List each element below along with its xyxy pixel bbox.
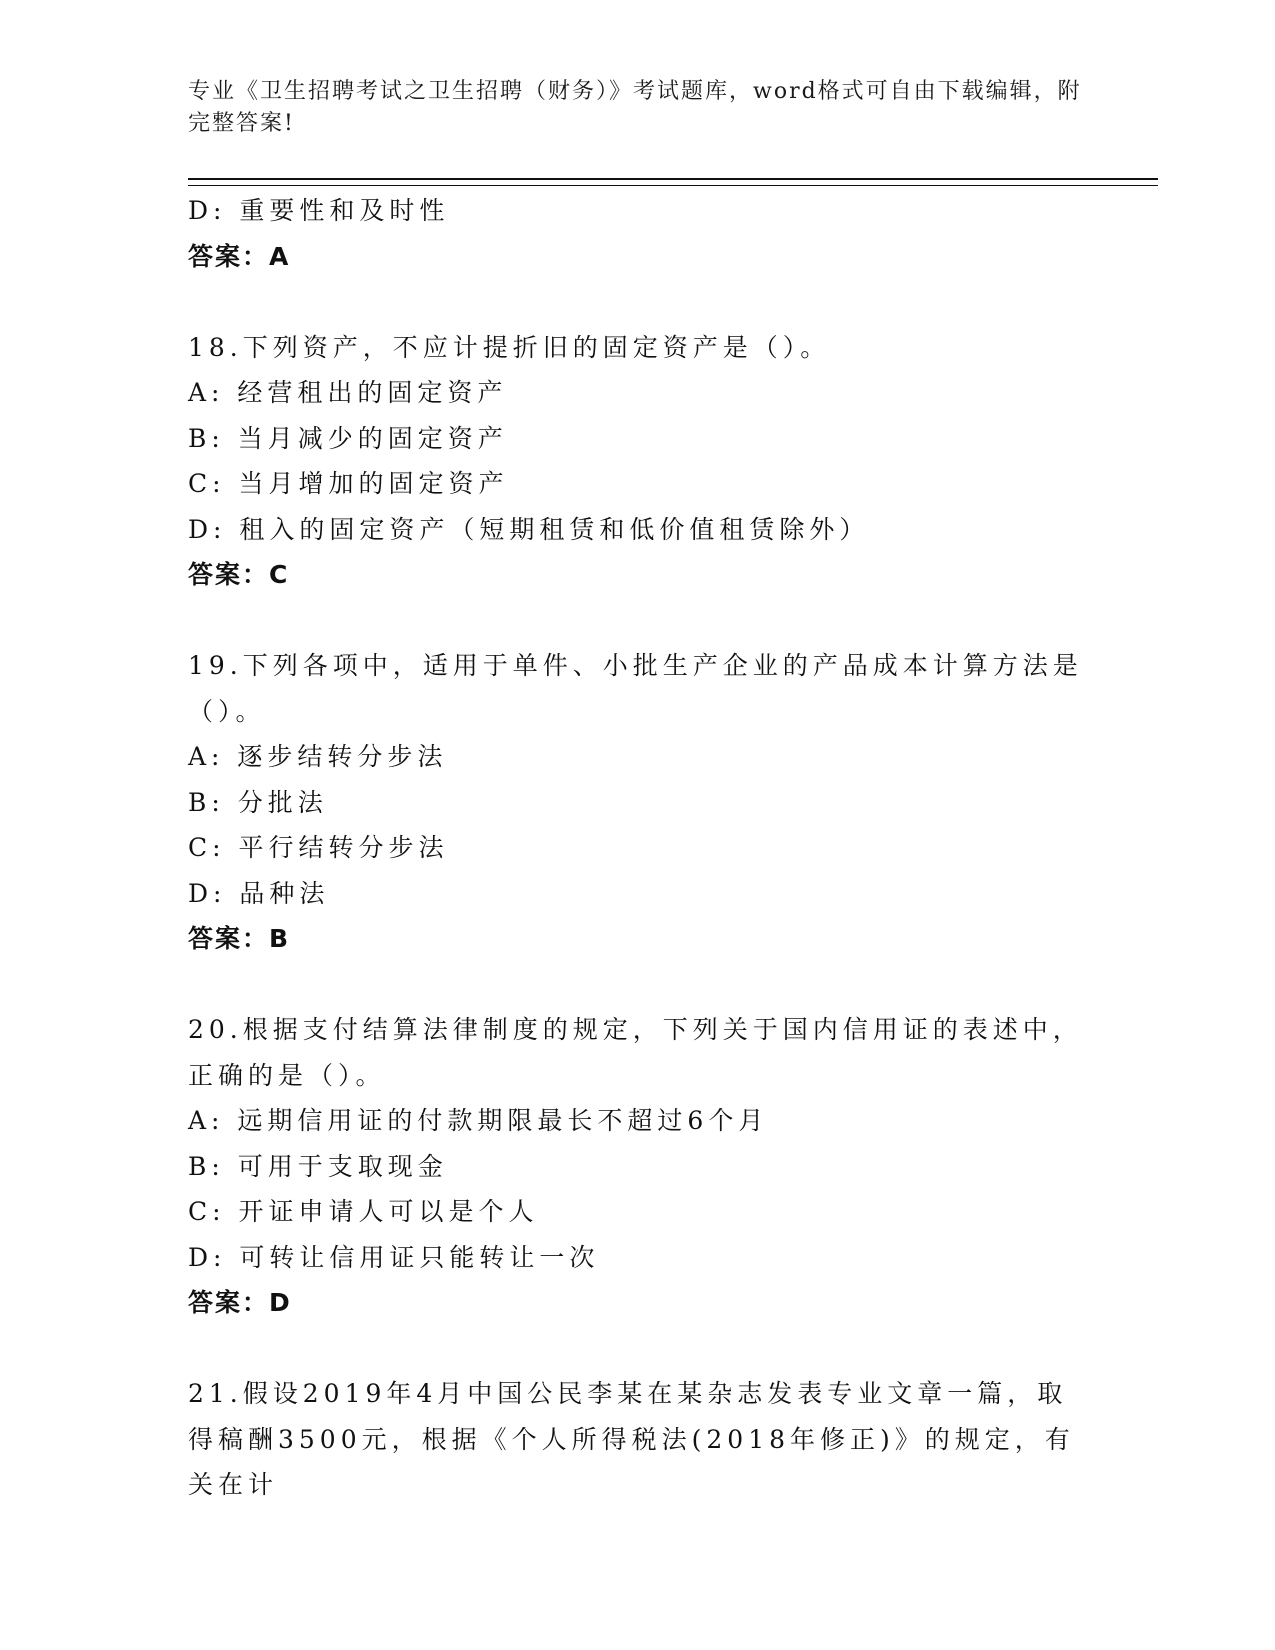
question-list [188, 188, 1088, 1508]
option-c: C: 当月增加的固定资产 [188, 469, 509, 498]
option-c: C: 开证申请人可以是个人 [188, 1197, 539, 1226]
question-stem: 19.下列各项中，适用于单件、小批生产企业的产品成本计算方法是（）。 [188, 651, 1083, 726]
question-stem: 21.假设2019年4月中国公民李某在某杂志发表专业文章一篇，取得稿酬3500元，根据《个人所得税法(2018年修正)》的规定，有关在计 [188, 1379, 1075, 1499]
option-b: B: 当月减少的固定资产 [188, 423, 508, 453]
option-b: B: 可用于支取现金 [188, 1151, 448, 1181]
option-a: A: 远期信用证的付款期限最长不超过6个月 [188, 1106, 769, 1135]
option-a: A: 经营租出的固定资产 [188, 378, 508, 407]
question-stem: 18.下列资产，不应计提折旧的固定资产是（）。 [188, 332, 831, 362]
question-20 [188, 1007, 1088, 1326]
option-b: B: 分批法 [188, 787, 328, 817]
option-d: D: 品种法 [188, 878, 330, 908]
option-a: A: 逐步结转分步法 [188, 742, 448, 771]
spacer [188, 279, 1088, 325]
question-21 [188, 1371, 1088, 1508]
option-d: D: 租入的固定资产（短期租赁和低价值租赁除外） [188, 514, 870, 544]
question-stem: 20.根据支付结算法律制度的规定，下列关于国内信用证的表述中，正确的是（）。 [188, 1015, 1083, 1090]
answer: 答案：B [188, 924, 291, 953]
spacer [188, 1326, 1088, 1372]
prev-option-d: D: 重要性和及时性 [188, 196, 450, 225]
option-d: D: 可转让信用证只能转让一次 [188, 1242, 600, 1272]
header-divider [188, 178, 1158, 186]
prev-answer: 答案：A [188, 241, 291, 271]
document-header: 专业《卫生招聘考试之卫生招聘（财务）》考试题库，word格式可自由下载编辑，附完整答案! [188, 79, 1082, 136]
answer: 答案：D [188, 1288, 292, 1317]
answer: 答案：C [188, 560, 290, 589]
spacer [188, 598, 1088, 644]
question-18 [188, 325, 1088, 598]
spacer [188, 962, 1088, 1008]
option-c: C: 平行结转分步法 [188, 833, 449, 862]
question-19 [188, 643, 1088, 962]
